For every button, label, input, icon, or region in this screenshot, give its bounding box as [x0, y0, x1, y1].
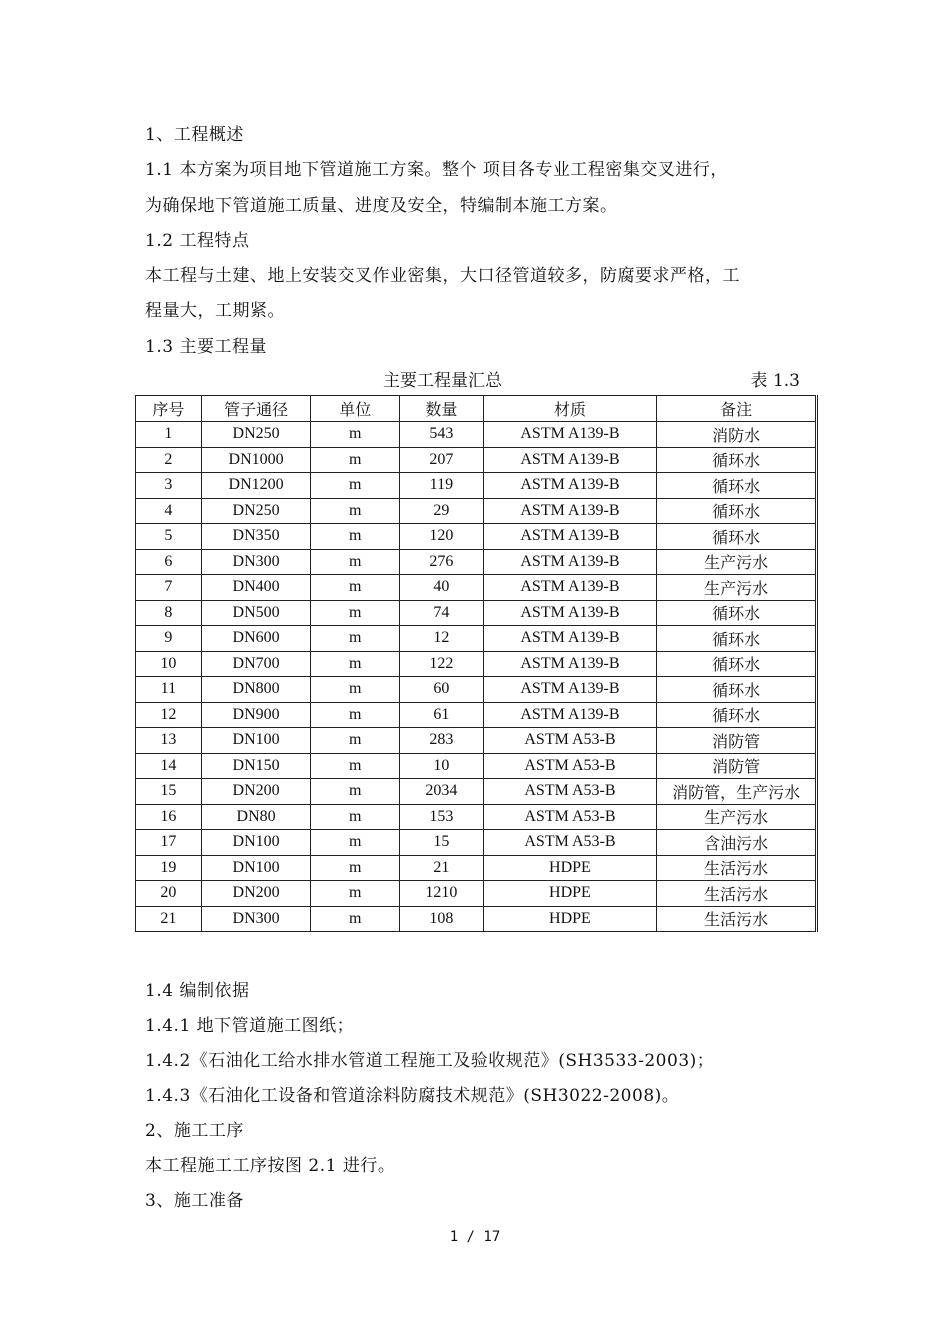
cell-material: ASTM A139-B — [483, 447, 656, 473]
cell-quantity: 119 — [400, 473, 484, 499]
table-caption — [135, 370, 818, 392]
cell-index: 6 — [136, 549, 202, 575]
cell-unit: m — [311, 728, 400, 754]
paragraph-features-line2: 程量大，工期紧。 — [145, 301, 285, 321]
cell-quantity: 1210 — [400, 881, 484, 907]
cell-material: ASTM A53-B — [483, 830, 656, 856]
cell-remark: 循环水 — [657, 447, 817, 473]
header-quantity: 数量 — [400, 396, 484, 422]
cell-index: 4 — [136, 498, 202, 524]
cell-material: ASTM A53-B — [483, 753, 656, 779]
paragraph-features-line1: 本工程与土建、地上安装交叉作业密集，大口径管道较多，防腐要求严格，工 — [145, 266, 740, 286]
cell-material: ASTM A139-B — [483, 677, 656, 703]
table-number: 表 1.3 — [750, 371, 800, 391]
cell-pipe-diameter: DN500 — [201, 600, 311, 626]
cell-quantity: 283 — [400, 728, 484, 754]
cell-quantity: 74 — [400, 600, 484, 626]
cell-index: 2 — [136, 447, 202, 473]
table-row — [136, 677, 817, 703]
cell-pipe-diameter: DN300 — [201, 549, 311, 575]
table-row — [136, 728, 817, 754]
cell-index: 16 — [136, 804, 202, 830]
cell-remark: 循环水 — [657, 651, 817, 677]
subheading-features: 1.2 工程特点 — [145, 231, 250, 251]
cell-index: 13 — [136, 728, 202, 754]
cell-pipe-diameter: DN100 — [201, 855, 311, 881]
table-row — [136, 702, 817, 728]
cell-remark: 生活污水 — [657, 881, 817, 907]
table-row — [136, 626, 817, 652]
table-row — [136, 804, 817, 830]
table-body — [136, 422, 817, 932]
cell-pipe-diameter: DN100 — [201, 728, 311, 754]
cell-remark: 循环水 — [657, 626, 817, 652]
cell-pipe-diameter: DN400 — [201, 575, 311, 601]
cell-material: ASTM A139-B — [483, 422, 656, 448]
cell-material: ASTM A139-B — [483, 524, 656, 550]
cell-material: ASTM A53-B — [483, 804, 656, 830]
table-row — [136, 498, 817, 524]
cell-remark: 生活污水 — [657, 855, 817, 881]
cell-material: ASTM A139-B — [483, 600, 656, 626]
cell-quantity: 12 — [400, 626, 484, 652]
section-heading-overview: 1、工程概述 — [145, 125, 244, 145]
table-row — [136, 855, 817, 881]
cell-quantity: 60 — [400, 677, 484, 703]
cell-unit: m — [311, 906, 400, 932]
cell-pipe-diameter: DN250 — [201, 498, 311, 524]
cell-index: 5 — [136, 524, 202, 550]
cell-index: 14 — [136, 753, 202, 779]
table-row — [136, 881, 817, 907]
table-row — [136, 600, 817, 626]
cell-pipe-diameter: DN900 — [201, 702, 311, 728]
cell-index: 1 — [136, 422, 202, 448]
cell-unit: m — [311, 830, 400, 856]
cell-index: 9 — [136, 626, 202, 652]
cell-quantity: 153 — [400, 804, 484, 830]
cell-remark: 消防管，生产污水 — [657, 779, 817, 805]
cell-unit: m — [311, 779, 400, 805]
cell-index: 8 — [136, 600, 202, 626]
header-index: 序号 — [136, 396, 202, 422]
cell-quantity: 61 — [400, 702, 484, 728]
cell-remark: 消防管 — [657, 753, 817, 779]
cell-remark: 消防水 — [657, 422, 817, 448]
cell-material: ASTM A139-B — [483, 473, 656, 499]
header-pipe-diameter: 管子通径 — [201, 396, 311, 422]
paragraph-process: 本工程施工工序按图 2.1 进行。 — [145, 1156, 396, 1176]
table-row — [136, 753, 817, 779]
cell-remark: 循环水 — [657, 600, 817, 626]
table-row — [136, 906, 817, 932]
cell-pipe-diameter: DN80 — [201, 804, 311, 830]
cell-pipe-diameter: DN1200 — [201, 473, 311, 499]
cell-unit: m — [311, 881, 400, 907]
table-row — [136, 447, 817, 473]
cell-remark: 生活污水 — [657, 906, 817, 932]
cell-quantity: 276 — [400, 549, 484, 575]
cell-unit: m — [311, 498, 400, 524]
cell-pipe-diameter: DN800 — [201, 677, 311, 703]
cell-material: ASTM A53-B — [483, 779, 656, 805]
cell-index: 3 — [136, 473, 202, 499]
table-row — [136, 779, 817, 805]
cell-material: ASTM A139-B — [483, 549, 656, 575]
cell-index: 11 — [136, 677, 202, 703]
table-header-row — [136, 396, 817, 422]
section-heading-process: 2、施工工序 — [145, 1121, 244, 1141]
cell-pipe-diameter: DN200 — [201, 881, 311, 907]
section-heading-preparation: 3、施工准备 — [145, 1191, 244, 1211]
cell-pipe-diameter: DN300 — [201, 906, 311, 932]
cell-quantity: 543 — [400, 422, 484, 448]
cell-material: ASTM A139-B — [483, 626, 656, 652]
cell-material: ASTM A139-B — [483, 498, 656, 524]
cell-remark: 循环水 — [657, 473, 817, 499]
cell-material: ASTM A139-B — [483, 651, 656, 677]
table-row — [136, 422, 817, 448]
cell-quantity: 21 — [400, 855, 484, 881]
cell-pipe-diameter: DN250 — [201, 422, 311, 448]
table-row — [136, 830, 817, 856]
cell-pipe-diameter: DN100 — [201, 830, 311, 856]
cell-quantity: 120 — [400, 524, 484, 550]
cell-remark: 循环水 — [657, 498, 817, 524]
subheading-quantities: 1.3 主要工程量 — [145, 337, 267, 357]
cell-unit: m — [311, 651, 400, 677]
cell-material: ASTM A139-B — [483, 575, 656, 601]
cell-unit: m — [311, 524, 400, 550]
cell-remark: 生产污水 — [657, 575, 817, 601]
table-title: 主要工程量汇总 — [383, 371, 502, 391]
cell-index: 17 — [136, 830, 202, 856]
cell-index: 12 — [136, 702, 202, 728]
header-unit: 单位 — [311, 396, 400, 422]
cell-index: 21 — [136, 906, 202, 932]
cell-index: 20 — [136, 881, 202, 907]
cell-unit: m — [311, 753, 400, 779]
cell-remark: 含油污水 — [657, 830, 817, 856]
cell-index: 7 — [136, 575, 202, 601]
cell-pipe-diameter: DN350 — [201, 524, 311, 550]
cell-unit: m — [311, 549, 400, 575]
cell-unit: m — [311, 855, 400, 881]
basis-item-2: 1.4.2《石油化工给水排水管道工程施工及验收规范》(SH3533-2003)； — [145, 1051, 715, 1071]
header-material: 材质 — [483, 396, 656, 422]
quantity-table — [135, 395, 818, 932]
subheading-basis: 1.4 编制依据 — [145, 981, 250, 1001]
cell-remark: 生产污水 — [657, 549, 817, 575]
table-row — [136, 575, 817, 601]
page-indicator: 1 / 17 — [449, 1229, 501, 1245]
cell-pipe-diameter: DN600 — [201, 626, 311, 652]
cell-unit: m — [311, 473, 400, 499]
cell-material: ASTM A139-B — [483, 702, 656, 728]
cell-quantity: 2034 — [400, 779, 484, 805]
cell-unit: m — [311, 702, 400, 728]
paragraph-1-1-line1: 1.1 本方案为项目地下管道施工方案。整个 项目各专业工程密集交叉进行， — [145, 160, 728, 180]
cell-remark: 循环水 — [657, 702, 817, 728]
cell-quantity: 10 — [400, 753, 484, 779]
cell-remark: 循环水 — [657, 524, 817, 550]
cell-unit: m — [311, 804, 400, 830]
cell-unit: m — [311, 447, 400, 473]
table-row — [136, 651, 817, 677]
cell-remark: 生产污水 — [657, 804, 817, 830]
table-row — [136, 473, 817, 499]
cell-unit: m — [311, 575, 400, 601]
cell-pipe-diameter: DN1000 — [201, 447, 311, 473]
cell-quantity: 122 — [400, 651, 484, 677]
cell-material: ASTM A53-B — [483, 728, 656, 754]
cell-unit: m — [311, 422, 400, 448]
cell-material: HDPE — [483, 881, 656, 907]
cell-quantity: 15 — [400, 830, 484, 856]
cell-material: HDPE — [483, 906, 656, 932]
cell-quantity: 29 — [400, 498, 484, 524]
cell-material: HDPE — [483, 855, 656, 881]
table-row — [136, 549, 817, 575]
header-remark: 备注 — [657, 396, 817, 422]
cell-index: 19 — [136, 855, 202, 881]
paragraph-1-1-line2: 为确保地下管道施工质量、进度及安全，特编制本施工方案。 — [145, 196, 618, 216]
cell-unit: m — [311, 677, 400, 703]
cell-quantity: 40 — [400, 575, 484, 601]
cell-unit: m — [311, 600, 400, 626]
cell-remark: 消防管 — [657, 728, 817, 754]
cell-remark: 循环水 — [657, 677, 817, 703]
cell-index: 15 — [136, 779, 202, 805]
table-row — [136, 524, 817, 550]
cell-index: 10 — [136, 651, 202, 677]
basis-item-1: 1.4.1 地下管道施工图纸； — [145, 1016, 355, 1036]
cell-pipe-diameter: DN700 — [201, 651, 311, 677]
cell-quantity: 108 — [400, 906, 484, 932]
cell-pipe-diameter: DN200 — [201, 779, 311, 805]
cell-unit: m — [311, 626, 400, 652]
basis-item-3: 1.4.3《石油化工设备和管道涂料防腐技术规范》(SH3022-2008)。 — [145, 1086, 680, 1106]
cell-quantity: 207 — [400, 447, 484, 473]
cell-pipe-diameter: DN150 — [201, 753, 311, 779]
